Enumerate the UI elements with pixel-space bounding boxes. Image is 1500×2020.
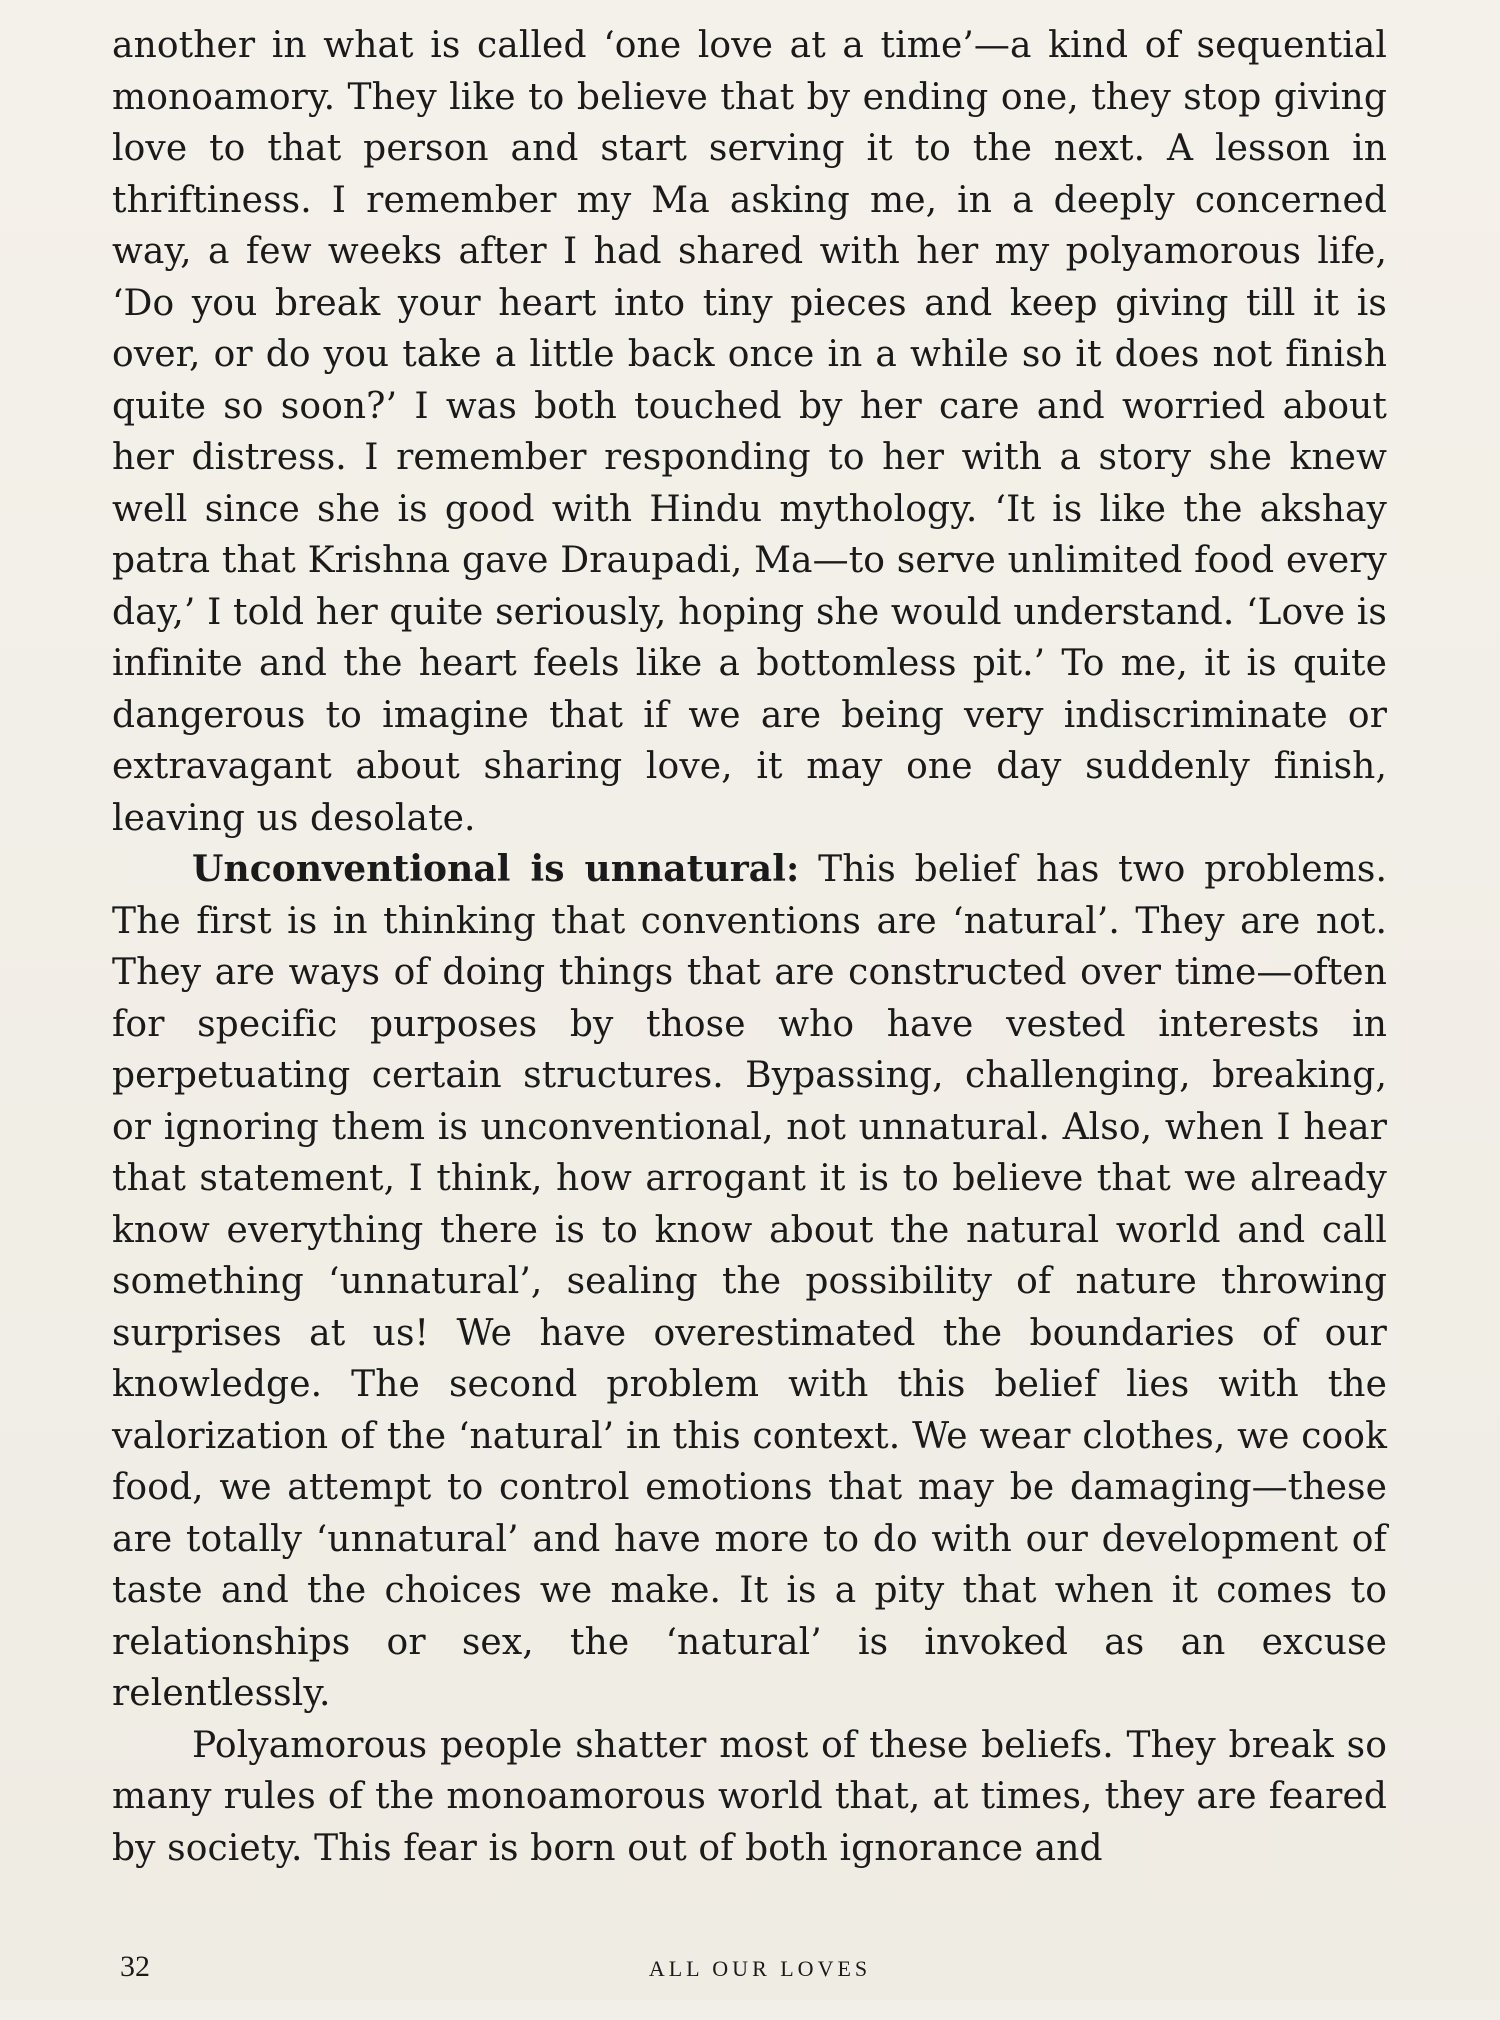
page-number: 32 <box>120 1950 150 1983</box>
page-footer <box>120 1950 1400 2020</box>
paragraph-2 <box>112 844 1387 1720</box>
paragraph-1-text: another in what is called ‘one love at a time’—a kind of sequential monoamory. They like to believe that by ending one, they stop giving love to that person and start serving it to the next. A lesson in thriftiness. I remember my Ma asking me, in a deeply concerned way, a few weeks after I had shared with her my polyamorous life, ‘Do you break your heart into tiny pieces and keep giving till it is over, or do you take a little back once in a while so it does not finish quite so soon?’ I was both touched by her care and worried about her distress. I remember responding to her with a story she knew well since she is good with Hindu mythology. ‘It is like the akshay patra that Krishna gave Draupadi, Ma—to serve unlimited food every day,’ I told her quite seriously, hoping she would understand. ‘Love is infinite and the heart feels like a bottomless pit.’ To me, it is quite dangerous to imagine that if we are being very indiscriminate or extravagant about sharing love, it may one day suddenly finish, leaving us desolate. <box>112 25 1387 839</box>
paragraph-1 <box>112 20 1387 844</box>
paragraph-3 <box>112 1720 1387 1875</box>
body-text <box>112 20 1387 1874</box>
paragraph-2-text: This belief has two problems. The first is in thinking that conventions are ‘natural’. They are not. They are ways of doing things that are constructed over time—often for specific purposes by those who have vested interests in perpetuating certain structures. Bypassing, challenging, breaking, or ignoring them is unconventional, not unnatural. Also, when I hear that statement, I think, how arrogant it is to believe that we already know everything there is to know about the natural world and call something ‘unnatural’, sealing the possibility of nature throwing surprises at us! We have overestimated the boundaries of our knowledge. The second problem with this belief lies with the valorization of the ‘natural’ in this context. We wear clothes, we cook food, we attempt to control emotions that may be damaging—these are totally ‘unnatural’ and have more to do with our development of taste and the choices we make. It is a pity that when it comes to relationships or sex, the ‘natural’ is invoked as an excuse relentlessly. <box>112 849 1387 1714</box>
paragraph-2-heading: Unconventional is unnatural: <box>192 848 800 890</box>
paragraph-3-text: Polyamorous people shatter most of these beliefs. They break so many rules of the monoamorous world that, at times, they are feared by society. This fear is born out of both ignorance and <box>112 1724 1387 1869</box>
running-title: ALL OUR LOVES <box>648 1956 872 1981</box>
